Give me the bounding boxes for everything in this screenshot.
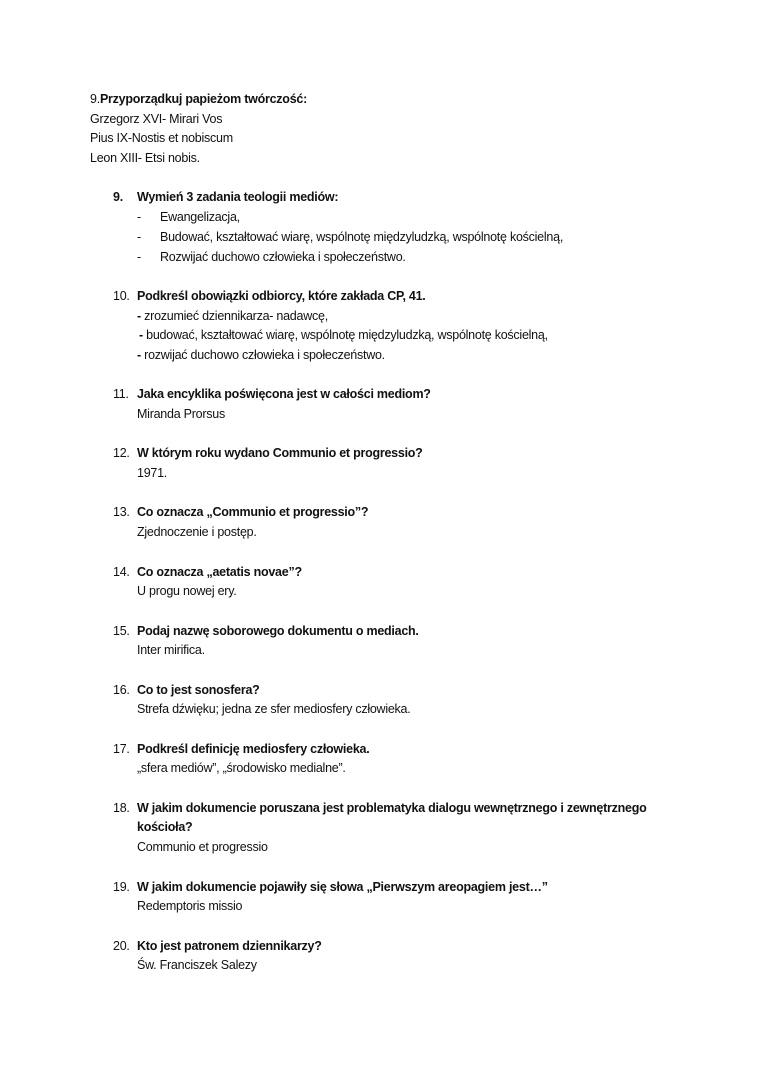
question-heading	[0, 740, 760, 760]
answer-text: Zjednoczenie i postęp.	[137, 525, 257, 540]
question-number: 12.	[113, 446, 130, 461]
question-text: Co to jest sonosfera?	[137, 682, 260, 697]
bullet-item	[0, 248, 760, 268]
intro-section	[0, 90, 760, 169]
answer-text: Inter mirifica.	[137, 643, 205, 658]
question-text: Wymień 3 zadania teologii mediów:	[137, 190, 339, 205]
question-heading	[0, 188, 760, 208]
bullet-text: Budować, kształtować wiarę, wspólnotę międzyludzką, wspólnotę kościelną,	[160, 229, 564, 244]
intro-number: 9.	[90, 92, 100, 106]
answer-text: U progu nowej ery.	[137, 584, 237, 599]
question-number: 17.	[113, 741, 130, 756]
question-15	[0, 622, 760, 661]
question-heading	[0, 681, 760, 701]
question-number: 19.	[113, 879, 130, 894]
question-number: 20.	[113, 938, 130, 953]
question-text: Co oznacza „Communio et progressio”?	[137, 505, 369, 520]
answer-text: Strefa dźwięku; jedna ze sfer mediosfery człowieka.	[137, 702, 411, 717]
question-number: 16.	[113, 682, 130, 697]
question-number: 15.	[113, 623, 130, 638]
question-17	[0, 740, 760, 779]
dash-marker: -	[139, 328, 143, 343]
dash-item	[0, 346, 760, 366]
question-heading	[0, 799, 760, 819]
question-number: 13.	[113, 505, 130, 520]
dash-text: zrozumieć dziennikarza- nadawcę,	[144, 308, 328, 323]
answer-text: Św. Franciszek Salezy	[137, 958, 257, 973]
question-number: 18.	[113, 800, 130, 815]
bullet-text: Rozwijać duchowo człowieka i społeczeństwo.	[160, 249, 406, 264]
question-number: 9.	[113, 190, 123, 205]
bullet-marker: -	[137, 249, 141, 264]
dash-marker: -	[137, 308, 141, 323]
question-10	[0, 287, 760, 366]
question-text: W jakim dokumencie pojawiły się słowa „Pierwszym areopagiem jest…”	[137, 879, 548, 894]
bullet-item	[0, 228, 760, 248]
question-heading	[0, 563, 760, 583]
question-text: W jakim dokumencie poruszana jest problematyka dialogu wewnętrznego i zewnętrznego	[137, 800, 647, 815]
question-number: 11.	[113, 387, 129, 402]
question-19	[0, 878, 760, 917]
intro-question: Przyporządkuj papieżom twórczość:	[99, 92, 308, 106]
answer-text: Miranda Prorsus	[137, 407, 225, 421]
intro-answer: Leon XIII- Etsi nobis.	[90, 151, 200, 166]
question-16	[0, 681, 760, 720]
dash-item	[0, 326, 760, 346]
question-text: W którym roku wydano Communio et progressio?	[137, 446, 423, 461]
question-9	[0, 188, 760, 267]
question-14	[0, 563, 760, 602]
intro-heading	[0, 90, 760, 110]
question-number: 10.	[113, 288, 130, 303]
question-heading	[0, 385, 760, 405]
question-text: Podkreśl definicję mediosfery człowieka.	[137, 741, 370, 756]
document-page	[0, 90, 760, 996]
question-18	[0, 799, 760, 858]
question-11	[0, 385, 760, 424]
question-heading	[0, 503, 760, 523]
question-12	[0, 444, 760, 483]
dash-text: rozwijać duchowo człowieka i społeczeństwo.	[144, 347, 385, 362]
question-heading	[0, 878, 760, 898]
question-number: 14.	[113, 564, 130, 579]
question-text: Kto jest patronem dziennikarzy?	[137, 938, 322, 953]
intro-answer: Grzegorz XVI- Mirari Vos	[90, 111, 223, 126]
bullet-marker: -	[137, 229, 141, 244]
bullet-marker: -	[137, 210, 141, 225]
question-13	[0, 503, 760, 542]
question-heading	[0, 622, 760, 642]
answer-text: „sfera mediów”, „środowisko medialne”.	[137, 761, 346, 776]
intro-answer: Pius IX-Nostis et nobiscum	[90, 131, 233, 146]
dash-marker: -	[137, 347, 141, 362]
question-heading	[0, 937, 760, 957]
answer-text: 1971.	[137, 466, 168, 481]
question-text-continued: kościoła?	[137, 820, 193, 835]
question-text: Jaka encyklika poświęcona jest w całości mediom?	[137, 387, 431, 402]
question-heading	[0, 287, 760, 307]
answer-text: Redemptoris missio	[137, 899, 243, 914]
question-text: Co oznacza „aetatis novae”?	[137, 564, 302, 579]
question-text: Podaj nazwę soborowego dokumentu o mediach.	[137, 623, 419, 638]
question-heading	[0, 444, 760, 464]
dash-item	[0, 307, 760, 327]
question-20	[0, 937, 760, 976]
bullet-text: Ewangelizacja,	[160, 210, 240, 225]
answer-text: Communio et progressio	[137, 840, 268, 855]
question-text: Podkreśl obowiązki odbiorcy, które zakłada CP, 41.	[137, 288, 426, 303]
bullet-item	[0, 208, 760, 228]
dash-text: budować, kształtować wiarę, wspólnotę międzyludzką, wspólnotę kościelną,	[146, 328, 548, 343]
